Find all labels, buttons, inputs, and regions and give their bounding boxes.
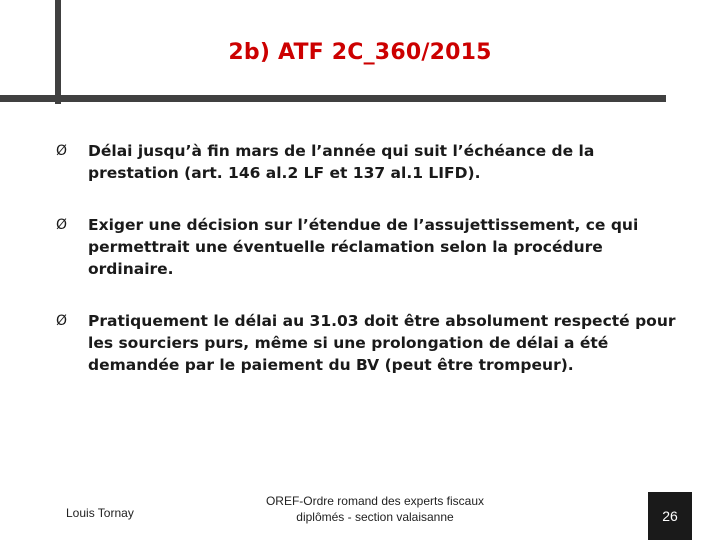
decorative-horizontal-bar bbox=[0, 95, 666, 102]
bullet-text: Délai jusqu’à fin mars de l’année qui suit l’échéance de la prestation (art. 146 al.2 LF et 137 al.1 LIFD). bbox=[88, 142, 595, 182]
footer-author: Louis Tornay bbox=[66, 506, 134, 520]
decorative-vertical-bar bbox=[55, 0, 61, 104]
bullet-text: Exiger une décision sur l’étendue de l’assujettissement, ce qui permettrait une éventuelle réclamation selon la procédure ordinaire. bbox=[88, 216, 639, 278]
arrow-bullet-icon: Ø bbox=[56, 143, 68, 159]
footer-org-line2: diplômés - section valaisanne bbox=[296, 510, 454, 524]
arrow-bullet-icon: Ø bbox=[56, 313, 68, 329]
slide-title: 2b) ATF 2C_360/2015 bbox=[228, 40, 492, 65]
arrow-bullet-icon: Ø bbox=[56, 217, 68, 233]
page-number: 26 bbox=[662, 508, 678, 524]
footer-org-line1: OREF-Ordre romand des experts fiscaux bbox=[265, 494, 485, 508]
page-number-box bbox=[648, 492, 692, 540]
footer-organization bbox=[225, 493, 525, 525]
bullet-text: Pratiquement le délai au 31.03 doit être absolument respecté pour les sourciers purs, même si une prolongation de délai a été demandée par le paiement du BV (peut être trompeur). bbox=[88, 312, 676, 374]
